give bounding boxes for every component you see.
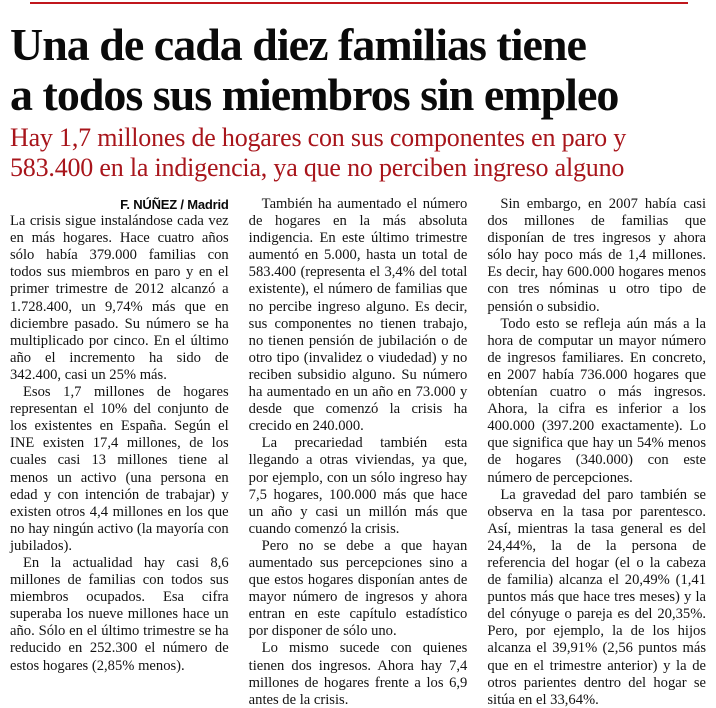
article-headline xyxy=(10,20,706,120)
article-columns xyxy=(10,196,706,708)
paragraph: Sin embargo, en 2007 había casi dos millones de familias que disponían de tres ingresos y ahora sólo hay poco más de 1,4 millones. Es decir, hay 600.000 hogares menos con tres nóminas u otro tipo de pensión o subsidio. xyxy=(487,196,707,315)
article-subheadline xyxy=(10,123,706,183)
paragraph: La precariedad también esta llegando a otras viviendas, ya que, por ejemplo, con un sólo ingreso hay 7,5 hogares, 100.000 más que hace un año y casi un millón más que cuando comenzó la crisis. xyxy=(248,435,468,537)
paragraph: También ha aumentado el número de hogares en la más absoluta indigencia. En este último trimestre aumentó en 5.000, hasta un total de 583.400 (representa el 3,4% del total existente), el número de familias que no percibe ingreso alguno. Es decir, sus componentes no tienen trabajo, no tienen pensión de jubilación o de otro tipo (invalidez o viudedad) y no reciben subsidio alguno. Su número ha aumentado en un año en 73.000 y desde que comenzó la crisis ha crecido en 240.000. xyxy=(248,196,468,435)
column-1 xyxy=(10,196,229,708)
column-3 xyxy=(487,196,706,708)
paragraph: Todo esto se refleja aún más a la hora de computar un mayor número de ingresos familiares. En concreto, en 2007 había 736.000 hogares que obtenían cuatro o más ingresos. Ahora, la cifra es inferior a los 400.000 (397.200 exactamente). Lo que significa que hay un 54% menos de hogares (340.000) con este número de percepciones. xyxy=(487,315,707,486)
top-rule xyxy=(30,2,688,4)
paragraph: En la actualidad hay casi 8,6 millones de familias con todos sus miembros ocupados. Esa cifra superaba los nueve millones hace un año. Sólo en el último trimestre se ha reducido en 252.300 el número de estos hogares (2,85% menos). xyxy=(10,554,229,674)
subheadline-line-1: Hay 1,7 millones de hogares con sus componentes en paro y xyxy=(10,123,627,152)
paragraph: La crisis sigue instalándose cada vez en más hogares. Hace cuatro años sólo había 379.000 familias con todos sus miembros en paro y en el primer trimestre de 2012 alcanzó a 1.728.400, un 9,74% más que en diciembre pasado. Su número se ha multiplicado por cinco. En el último año el incremento ha sido de 342.400, casi un 25% más. xyxy=(10,213,229,383)
headline-line-1: Una de cada diez familias tiene xyxy=(10,19,586,70)
headline-line-2: a todos sus miembros sin empleo xyxy=(10,69,619,120)
paragraph: Esos 1,7 millones de hogares representan el 10% del conjunto de los existentes en España. Según el INE existen 17,4 millones, de los cuales casi 13 millones tiene al menos un activo (una persona en edad y con intención de trabajar) y existen otros 4,4 millones en los que no hay ningún activo (la mayoría con jubilados). xyxy=(10,384,229,554)
paragraph: La gravedad del paro también se observa en la tasa por parentesco. Así, mientras la tasa general es del 24,44%, la de la persona de referencia del hogar (el o la cabeza de familia) alcanza el 20,49% (1,41 puntos más que hace tres meses) y la del cónyuge o pareja es del 20,35%. Pero, por ejemplo, la de los hijos alcanza el 39,91% (2,56 puntos más que en el trimestre anterior) y la de otros parientes dentro del hogar se sitúa en el 33,64%. xyxy=(487,486,707,708)
byline: F. NÚÑEZ / Madrid xyxy=(120,197,229,212)
paragraph: Lo mismo sucede con quienes tienen dos ingresos. Ahora hay 7,4 millones de hogares frente a los 6,9 antes de la crisis. xyxy=(248,640,468,708)
paragraph: Pero no se debe a que hayan aumentado sus percepciones sino a que estos hogares disponían antes de mayor número de ingresos y ahora entran en este capítulo estadístico por disponer de sólo uno. xyxy=(248,537,468,640)
column-2 xyxy=(249,196,468,708)
subheadline-line-2: 583.400 en la indigencia, ya que no perciben ingreso alguno xyxy=(10,153,625,182)
